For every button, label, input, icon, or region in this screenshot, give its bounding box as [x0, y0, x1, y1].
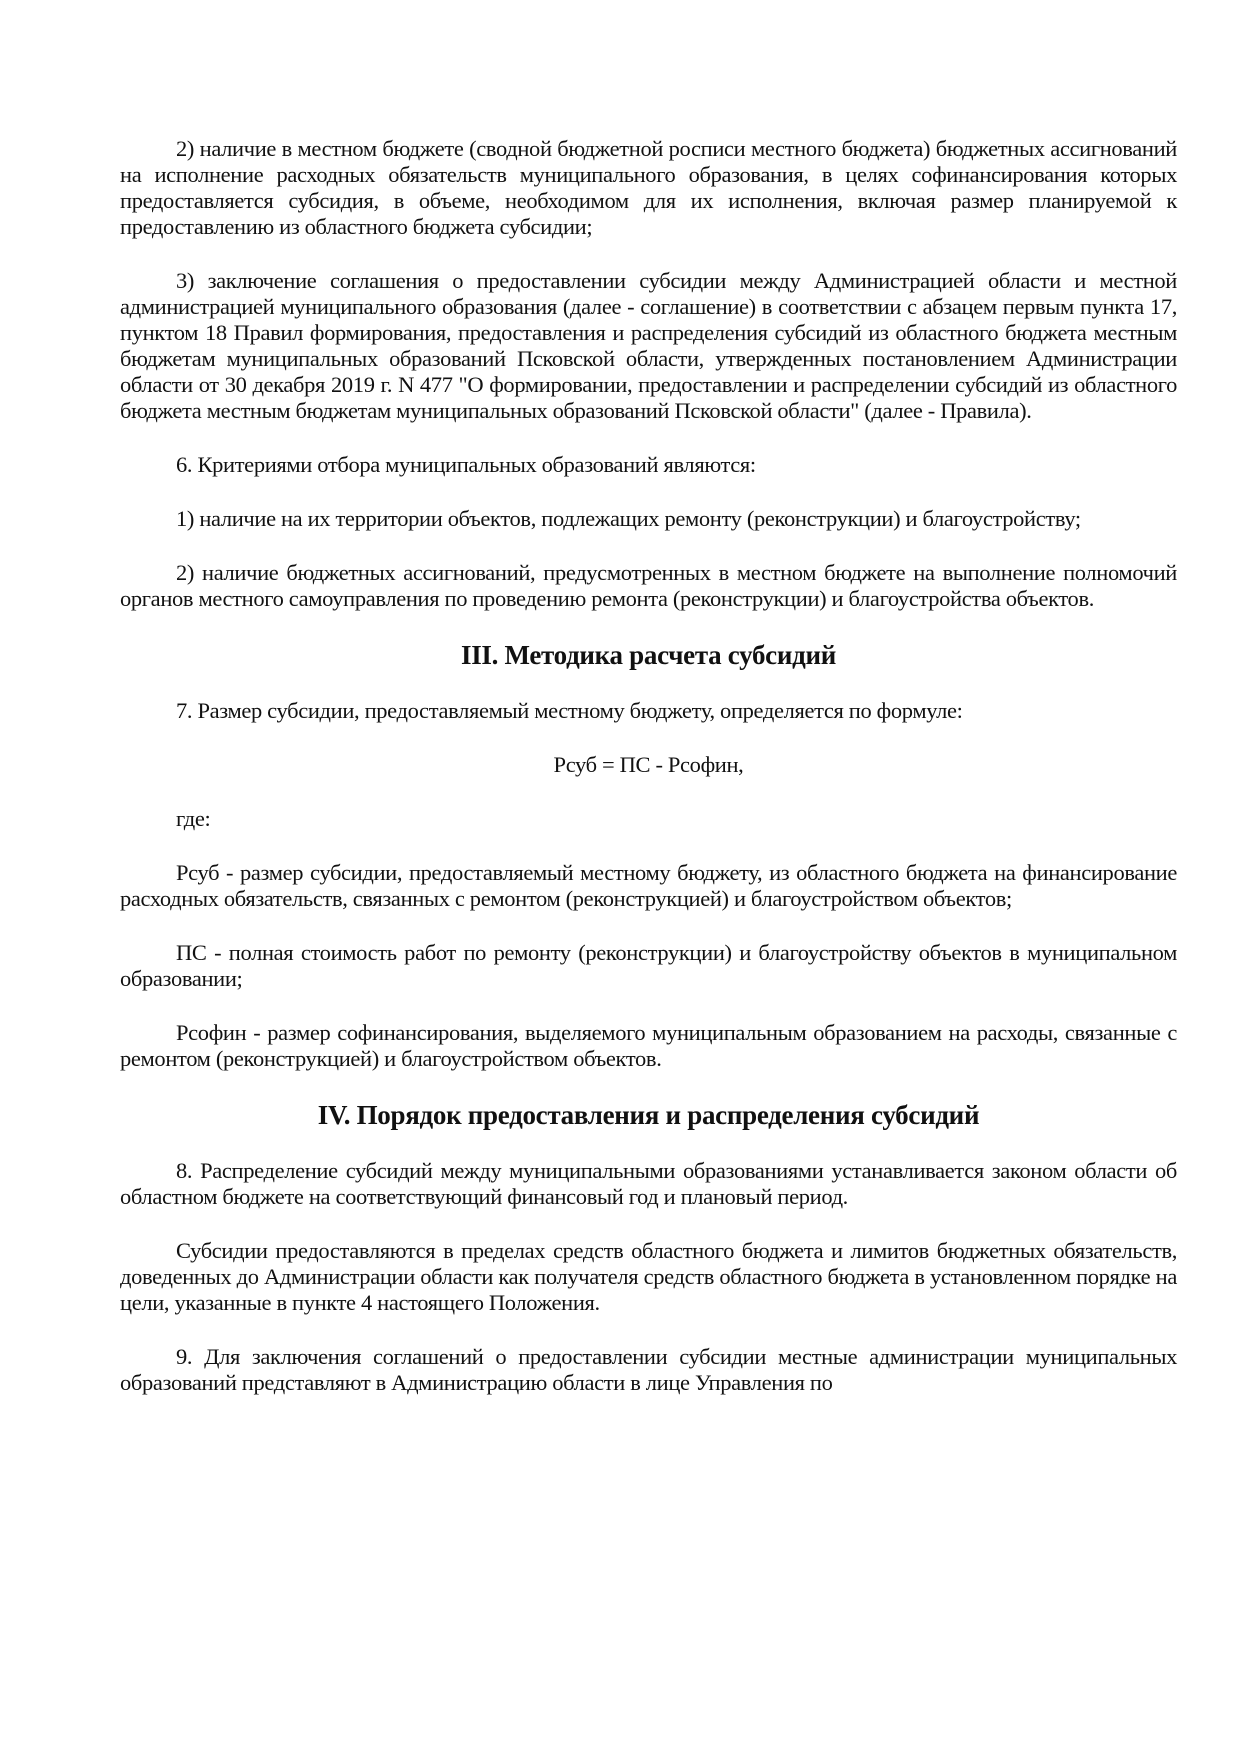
paragraph-6-selection-criteria: 6. Критериями отбора муниципальных образований являются: — [176, 452, 756, 477]
paragraph-7-formula-intro: 7. Размер субсидии, предоставляемый местному бюджету, определяется по формуле: — [176, 698, 963, 723]
formula-where-label: где: — [176, 806, 211, 831]
section-heading-iii: III. Методика расчета субсидий — [461, 640, 836, 670]
paragraph-def-rsofin: Рсофин - размер софинансирования, выделяемого муниципальным образованием на расходы, связанные с ремонтом (реконструкцией) и благоустройством объектов. — [120, 1020, 1177, 1071]
paragraph-8-distribution: 8. Распределение субсидий между муниципальными образованиями устанавливается законом области об областном бюджете на соответствующий финансовый год и плановый период. — [120, 1158, 1177, 1209]
paragraph-def-rsub: Рсуб - размер субсидии, предоставляемый местному бюджету, из областного бюджета на финансирование расходных обязательств, связанных с ремонтом (реконструкцией) и благоустройством объектов; — [120, 860, 1177, 911]
paragraph-item-2-budget-allocations: 2) наличие в местном бюджете (сводной бюджетной росписи местного бюджета) бюджетных ассигнований на исполнение расходных обязательств муниципального образования, в целях софинансирования которых предоставляется субсидия, в объеме, необходимом для их исполнения, включая размер планируемой к предоставлению из областного бюджета субсидии; — [120, 136, 1177, 239]
paragraph-subsidies-limits: Субсидии предоставляются в пределах средств областного бюджета и лимитов бюджетных обязательств, доведенных до Администрации области как получателя средств областного бюджета в установленном порядке на цели, указанные в пункте 4 настоящего Положения. — [120, 1238, 1177, 1315]
paragraph-def-ps: ПС - полная стоимость работ по ремонту (реконструкции) и благоустройству объектов в муниципальном образовании; — [120, 940, 1177, 991]
section-heading-iv: IV. Порядок предоставления и распределения субсидий — [317, 1100, 980, 1130]
paragraph-criterion-1: 1) наличие на их территории объектов, подлежащих ремонту (реконструкции) и благоустройству; — [176, 506, 1081, 531]
formula: Рсуб = ПС - Рсофин, — [553, 752, 744, 777]
paragraph-9-agreements: 9. Для заключения соглашений о предоставлении субсидии местные администрации муниципальных образований представляют в Администрацию области в лице Управления по — [120, 1344, 1177, 1395]
document-page — [120, 136, 1177, 1424]
paragraph-criterion-2: 2) наличие бюджетных ассигнований, предусмотренных в местном бюджете на выполнение полномочий органов местного самоуправления по проведению ремонта (реконструкции) и благоустройства объектов. — [120, 560, 1177, 611]
paragraph-item-3-agreement: 3) заключение соглашения о предоставлении субсидии между Администрацией области и местной администрацией муниципального образования (далее - соглашение) в соответствии с абзацем первым пункта 17, пунктом 18 Правил формирования, предоставления и распределения субсидий из областного бюджета местным бюджетам муниципальных образований Псковской области, утвержденных постановлением Администрации области от 30 декабря 2019 г. N 477 "О формировании, предоставлении и распределении субсидий из областного бюджета местным бюджетам муниципальных образований Псковской области" (далее - Правила). — [120, 268, 1177, 423]
